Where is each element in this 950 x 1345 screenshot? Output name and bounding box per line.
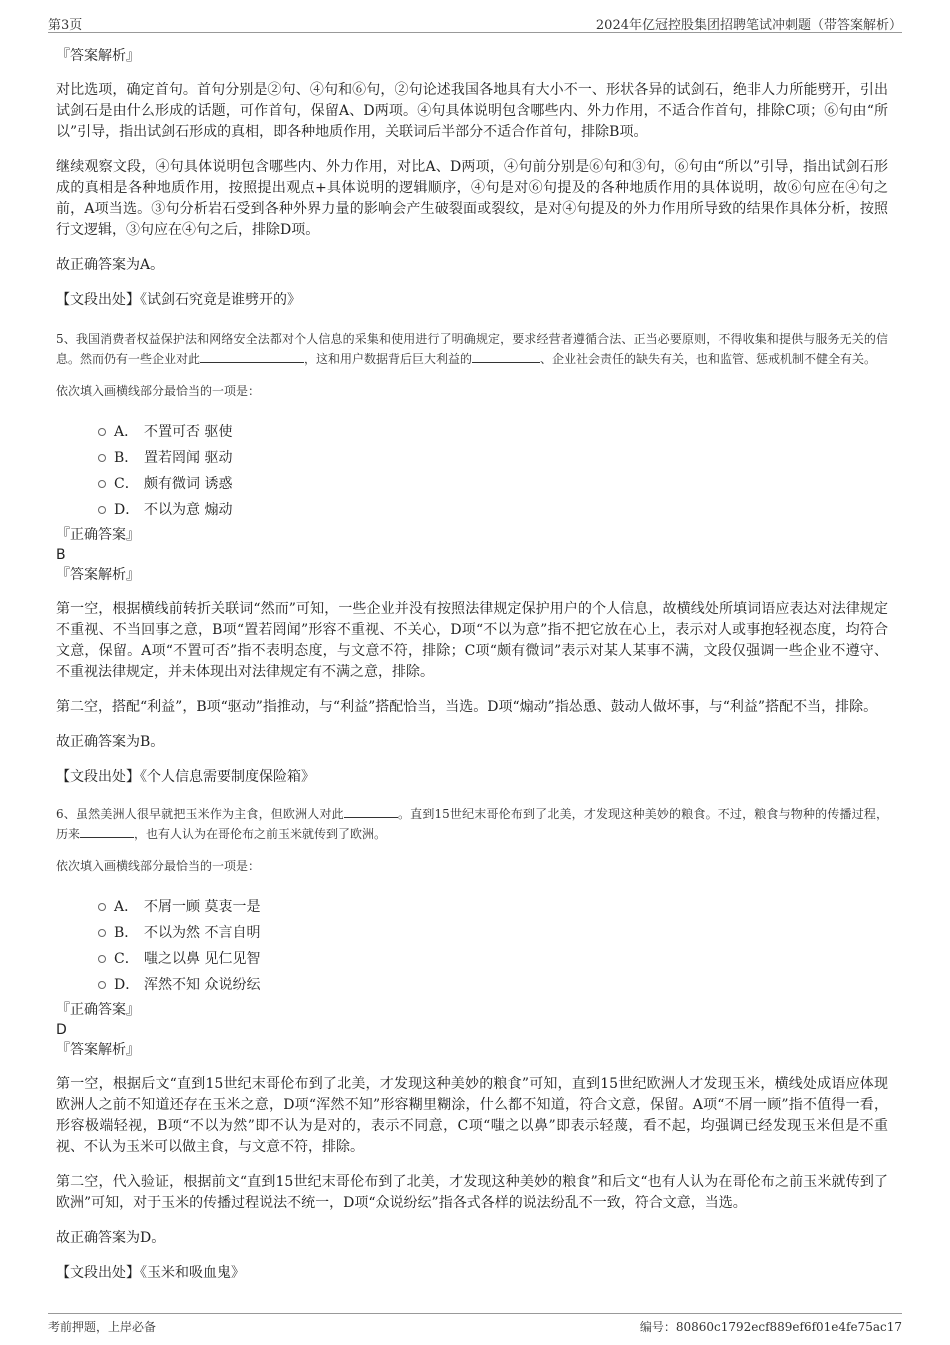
option-letter: D． bbox=[114, 977, 140, 993]
q6-analysis-label: 『答案解析』 bbox=[56, 1042, 140, 1058]
page-content bbox=[56, 44, 888, 1284]
q6-text-part2: 。直到15世纪末哥伦布到了北美，才发现这种美妙的粮食。不过，粮食与物种的传播过程，历来 bbox=[56, 807, 888, 841]
radio-icon[interactable] bbox=[98, 903, 106, 911]
option-letter: C． bbox=[114, 951, 139, 967]
q5-option-d[interactable] bbox=[56, 497, 888, 523]
q5-text-part2: ，这和用户数据背后巨大利益的 bbox=[304, 352, 473, 366]
option-text: 不屑一顾 莫衷一是 bbox=[144, 899, 261, 915]
option-letter: B． bbox=[114, 450, 139, 466]
q5-analysis-p2: 第二空，搭配“利益”，B项“驱动”指推动，与“利益”搭配恰当，当选。D项“煽动”指怂恿、鼓动人做坏事，与“利益”搭配不当，排除。 bbox=[56, 699, 878, 715]
option-letter: C． bbox=[114, 476, 139, 492]
q5-source: 【文段出处】《个人信息需要制度保险箱》 bbox=[56, 769, 315, 785]
option-text: 浑然不知 众说纷纭 bbox=[144, 977, 261, 993]
radio-icon[interactable] bbox=[98, 480, 106, 488]
option-letter: A． bbox=[114, 899, 139, 915]
radio-icon[interactable] bbox=[98, 428, 106, 436]
q6-text-part1: 6、虽然美洲人很早就把玉米作为主食，但欧洲人对此 bbox=[56, 807, 344, 821]
option-text: 颇有微词 诱惑 bbox=[144, 476, 233, 492]
q6-source: 【文段出处】《玉米和吸血鬼》 bbox=[56, 1265, 245, 1281]
document-title: 2024年亿冠控股集团招聘笔试冲刺题（带答案解析） bbox=[595, 18, 902, 33]
q5-correct-label: 『正确答案』 bbox=[56, 527, 140, 543]
q5-conclusion: 故正确答案为B。 bbox=[56, 734, 165, 750]
option-text: 置若罔闻 驱动 bbox=[144, 450, 233, 466]
page-header bbox=[48, 12, 902, 33]
q4-conclusion: 故正确答案为A。 bbox=[56, 257, 165, 273]
q5-options bbox=[56, 419, 888, 523]
radio-icon[interactable] bbox=[98, 454, 106, 462]
q5-text-part3: 、企业社会责任的缺失有关，也和监管、惩戒机制不健全有关。 bbox=[540, 352, 877, 366]
q6-conclusion: 故正确答案为D。 bbox=[56, 1230, 166, 1246]
q5-prompt: 依次填入画横线部分最恰当的一项是： bbox=[56, 384, 261, 398]
q4-analysis-label: 『答案解析』 bbox=[56, 48, 140, 64]
q4-analysis-p1: 对比选项，确定首句。首句分别是②句、④句和⑥句，②句论述我国各地具有大小不一、形状各异的试剑石，绝非人力所能劈开，引出试剑石是由什么形成的话题，可作首句，保留A、D两项。④句具体说明包含哪些内、外力作用，不适合作首句，排除C项；⑥句由“所以”引导，指出试剑石形成的真相，即各种地质作用，关联词后半部分不适合作首句，排除B项。 bbox=[56, 82, 888, 140]
q6-options bbox=[56, 894, 888, 998]
q6-prompt: 依次填入画横线部分最恰当的一项是： bbox=[56, 859, 261, 873]
option-letter: A． bbox=[114, 424, 139, 440]
q5-option-c[interactable] bbox=[56, 471, 888, 497]
footer-slogan: 考前押题，上岸必备 bbox=[48, 1320, 157, 1334]
q6-blank-1 bbox=[344, 805, 398, 818]
option-text: 不以为意 煽动 bbox=[144, 502, 233, 518]
option-text: 嗤之以鼻 见仁见智 bbox=[144, 951, 261, 967]
q6-analysis-p2: 第二空，代入验证，根据前文“直到15世纪末哥伦布到了北美，才发现这种美妙的粮食”和后文“也有人认为在哥伦布之前玉米就传到了欧洲”可知，对于玉米的传播过程说法不统一，D项“众说纷纭”指各式各样的说法纷乱不一致，符合文意，当选。 bbox=[56, 1174, 888, 1211]
q4-source: 【文段出处】《试剑石究竟是谁劈开的》 bbox=[56, 292, 301, 308]
document-code: 编号：80860c1792ecf889ef6f01e4fe75ac17 bbox=[639, 1320, 902, 1334]
q6-option-d[interactable] bbox=[56, 972, 888, 998]
q5-text bbox=[56, 329, 888, 369]
q5-option-a[interactable] bbox=[56, 419, 888, 445]
q5-analysis-label: 『答案解析』 bbox=[56, 567, 140, 583]
q4-analysis-p2: 继续观察文段，④句具体说明包含哪些内、外力作用，对比A、D两项，④句前分别是⑥句和③句，⑥句由“所以”引导，指出试剑石形成的真相是各种地质作用，按照提出观点+具体说明的逻辑顺序，④句是对⑥句提及的各种地质作用的具体说明，故⑥句应在④句之前，A项当选。③句分析岩石受到各种外界力量的影响会产生破裂面或裂纹，是对④句提及的外力作用所导致的结果作具体分析，按照行文逻辑，③句应在④句之后，排除D项。 bbox=[56, 159, 888, 238]
radio-icon[interactable] bbox=[98, 955, 106, 963]
q5-analysis-p1: 第一空，根据横线前转折关联词“然而”可知，一些企业并没有按照法律规定保护用户的个人信息，故横线处所填词语应表达对法律规定不重视、不当回事之意，B项“置若罔闻”形容不重视、不关心，D项“不以为意”指不把它放在心上，表示对人或事抱轻视态度，均符合文意，保留。A项“不置可否”指不表明态度，与文意不符，排除；C项“颇有微词”表示对某人某事不满，文段仅强调一些企业不遵守、不重视法律规定，并未体现出对法律规定有不满之意，排除。 bbox=[56, 601, 888, 680]
q6-text-part3: ，也有人认为在哥伦布之前玉米就传到了欧洲。 bbox=[134, 827, 387, 841]
radio-icon[interactable] bbox=[98, 929, 106, 937]
radio-icon[interactable] bbox=[98, 506, 106, 514]
q5-blank-2 bbox=[472, 350, 540, 363]
q6-text bbox=[56, 804, 888, 844]
q5-option-b[interactable] bbox=[56, 445, 888, 471]
q6-correct-label: 『正确答案』 bbox=[56, 1002, 140, 1018]
radio-icon[interactable] bbox=[98, 981, 106, 989]
page-number: 第3页 bbox=[48, 18, 83, 33]
q6-option-b[interactable] bbox=[56, 920, 888, 946]
option-letter: B． bbox=[114, 925, 139, 941]
q6-option-c[interactable] bbox=[56, 946, 888, 972]
option-text: 不以为然 不言自明 bbox=[144, 925, 261, 941]
page-footer bbox=[48, 1313, 902, 1334]
q6-analysis-p1: 第一空，根据后文“直到15世纪末哥伦布到了北美，才发现这种美妙的粮食”可知，直到15世纪欧洲人才发现玉米，横线处成语应体现欧洲人之前不知道还存在玉米之意，D项“浑然不知”形容糊里糊涂，什么都不知道，符合文意，保留。A项“不屑一顾”指不值得一看，形容极端轻视，B项“不以为然”即不认为是对的，表示不同意，C项“嗤之以鼻”即表示轻蔑，看不起，均强调已经发现玉米但是不重视、不认为玉米可以做主食，与文意不符，排除。 bbox=[56, 1076, 888, 1155]
q6-blank-2 bbox=[80, 825, 134, 838]
option-letter: D． bbox=[114, 502, 140, 518]
q5-blank-1 bbox=[200, 350, 304, 363]
option-text: 不置可否 驱使 bbox=[144, 424, 233, 440]
q6-answer: D bbox=[56, 1022, 67, 1038]
q5-text-part1: 5、我国消费者权益保护法和网络安全法都对个人信息的采集和使用进行了明确规定，要求经营者遵循合法、正当必要原则，不得收集和提供与服务无关的信息。然而仍有一些企业对此 bbox=[56, 332, 888, 366]
q6-option-a[interactable] bbox=[56, 894, 888, 920]
q5-answer: B bbox=[56, 547, 66, 563]
